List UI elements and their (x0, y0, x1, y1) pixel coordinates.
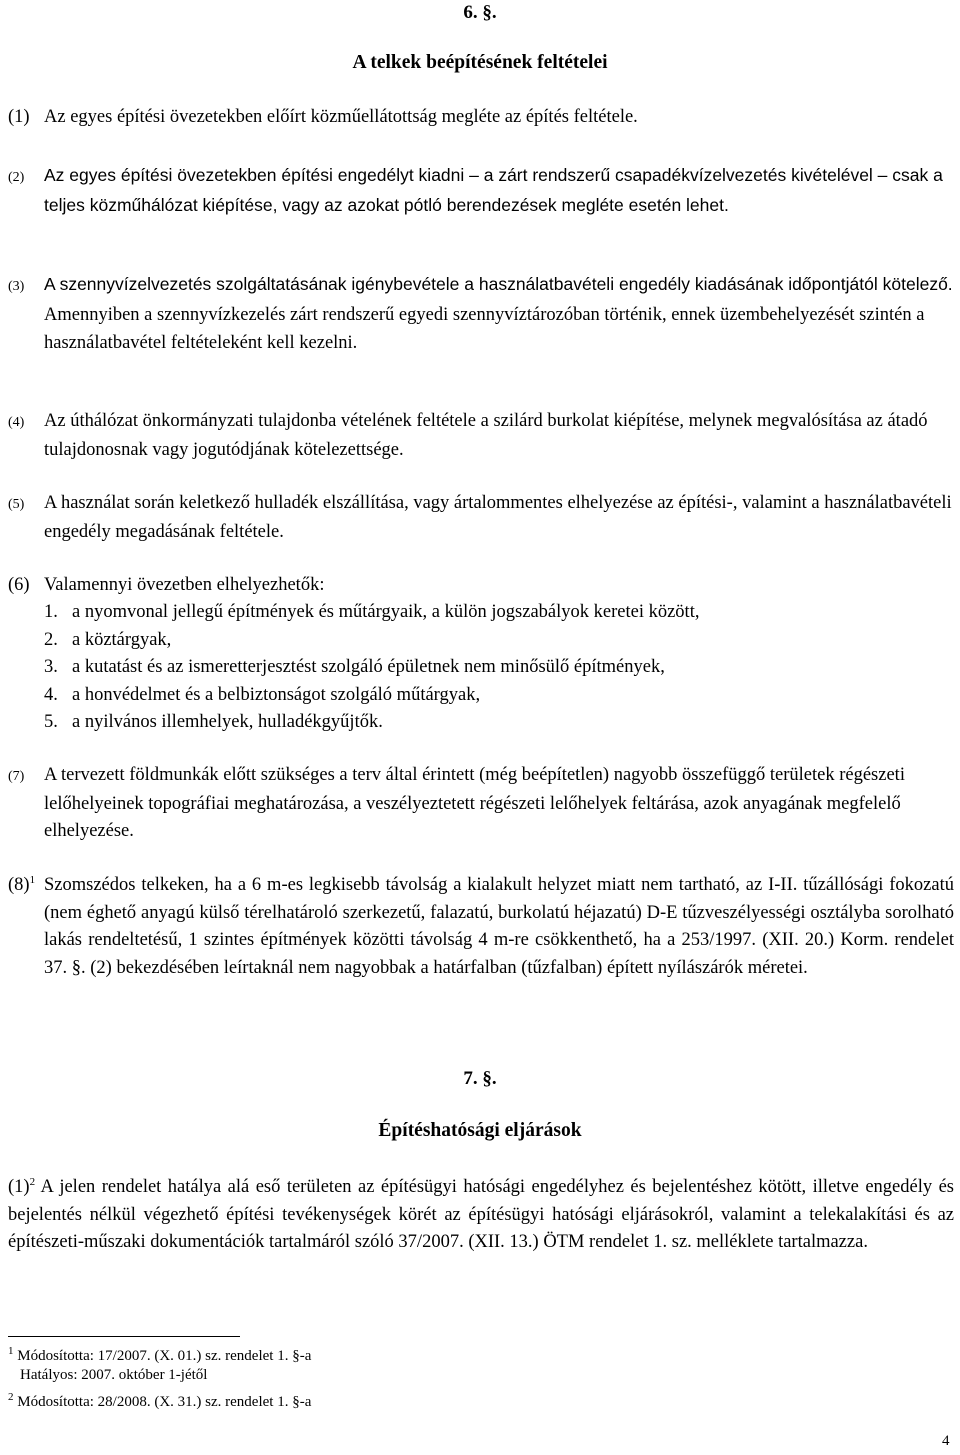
paragraph-text: Valamennyi övezetben elhelyezhetők: (44, 575, 325, 595)
paragraph-text: Az egyes építési övezetekben építési engedélyt kiadni – a zárt rendszerű csapadékvízelvezetés kivételével – csak a teljes közműhálózat kiépítése, vagy az azokat pótló berendezések megléte esetén lehet. (44, 165, 943, 215)
paragraph-text: Szomszédos telkeken, ha a 6 m-es legkisebb távolság a kialakult helyzet miatt nem tartható, az I-II. tűzállósági fokozatú (nem éghető anyagú külső térelhatároló szerkezetű, falazatú, burkolatú héjazatú) D-E tűzveszélyességi osztályba sorolható lakás rendeltetésű, 1 szintes építmények közötti távolság 4 m-re csökkenthető, ha a 253/1997. (XII. 20.) Korm. rendelet 37. §. (2) bekezdésében leírtaknál nem nagyobbak a határfalban (tűzfalban) épített nyílászárók méretei. (44, 875, 954, 978)
paragraph-text: A tervezett földmunkák előtt szükséges a terv által érintett (még beépítetlen) nagyobb összefüggő területek régészeti lelőhelyeinek topográfiai meghatározása, a veszélyeztetett régészeti lelőhelyek feltárása, azok anyagának megfelelő elhelyezése. (44, 765, 905, 841)
list-item (8, 654, 954, 682)
paragraph-6-1 (8, 104, 954, 132)
footnote-ref: 1 (29, 873, 36, 886)
paragraph-number: (4) (8, 415, 25, 430)
paragraph-7-1 (8, 1174, 954, 1257)
paragraph-text: Az úthálózat önkormányzati tulajdonba vételének feltétele a szilárd burkolat kiépítése, melynek megvalósítása az átadó tulajdonosnak vagy jogutódjának kötelezettsége. (44, 411, 928, 460)
list-item-text: a kutatást és az ismeretterjesztést szolgáló épületnek nem minősülő építmények, (72, 657, 665, 677)
list-item (8, 599, 954, 627)
paragraph-number: (5) (8, 497, 25, 512)
paragraph-number: (1) (8, 1177, 30, 1197)
paragraph-text: A szennyvízelvezetés szolgáltatásának igénybevétele a használatbavételi engedély kiadásának időpontjától kötelező. (44, 274, 953, 294)
section-7-number: 7. §. (463, 1068, 497, 1089)
paragraph-number: (2) (8, 170, 25, 185)
paragraph-6-8 (8, 872, 954, 982)
list-item-number: 5. (44, 712, 58, 732)
list-item-number: 3. (44, 657, 58, 677)
footnote-2 (8, 1393, 708, 1412)
list-item-number: 4. (44, 684, 58, 705)
paragraph-6-3 (8, 271, 954, 358)
footnote-text: Módosította: 17/2007. (X. 01.) sz. rendelet 1. §-a (17, 1348, 312, 1364)
section-6-number: 6. §. (463, 2, 497, 23)
paragraph-text: A használat során keletkező hulladék elszállítása, vagy ártalommentes elhelyezése az építési-, valamint a használatbavételi engedély megadásának feltétele. (44, 493, 952, 542)
page-number: 4 (942, 1433, 950, 1449)
footnote-ref: 2 (29, 1175, 36, 1188)
list-item (8, 627, 954, 655)
paragraph-number-label: (8) (8, 875, 30, 895)
paragraph-number: (1) (8, 107, 30, 127)
section-7-title: Építéshatósági eljárások (378, 1120, 582, 1141)
paragraph-6-6 (8, 572, 954, 600)
footnote-1 (8, 1347, 708, 1385)
section-6-title: A telkek beépítésének feltételei (352, 52, 608, 73)
list-item (8, 709, 954, 737)
list-item-text: a köztárgyak, (72, 629, 172, 650)
footnote-text-effective: Hatályos: 2007. október 1-jétől (20, 1367, 208, 1383)
paragraph-6-7 (8, 762, 954, 846)
footnote-separator (8, 1336, 240, 1337)
list-item-text: a nyomvonal jellegű építmények és műtárgyaik, a külön jogszabályok keretei között, (72, 602, 700, 622)
paragraph-number: (3) (8, 279, 25, 294)
paragraph-text: Az egyes építési övezetekben előírt közműellátottság megléte az építés feltétele. (44, 107, 638, 127)
footnote-marker: 1 (8, 1345, 14, 1357)
list-item-text: a honvédelmet és a belbiztonságot szolgáló műtárgyak, (72, 684, 481, 705)
paragraph-text-continued: Amennyiben a szennyvízkezelés zárt rendszerű egyedi szennyvíztározóban történik, ennek üzembehelyezését szintén a használatbavétel feltételeként kell kezelni. (44, 304, 925, 353)
list-item-number: 1. (44, 602, 58, 622)
paragraph-text: A jelen rendelet hatálya alá eső területen az építésügyi hatósági engedélyhez és bejelentéshez kötött, illetve engedély és bejelentés nélkül végezhető építési tevékenységek körét az építésügyi hatósági eljárásokról, valamint a telekalakítási és az építészeti-műszaki dokumentációk tartalmáról szóló 37/2007. (XII. 13.) ÖTM rendelet 1. sz. melléklete tartalmazza. (8, 1177, 954, 1252)
footnote-marker: 2 (8, 1391, 14, 1403)
list-item (8, 682, 954, 710)
paragraph-number: (6) (8, 575, 30, 595)
paragraph-6-2 (8, 162, 954, 219)
footnote-text: Módosította: 28/2008. (X. 31.) sz. rendelet 1. §-a (17, 1394, 312, 1410)
paragraph-number (8, 872, 44, 900)
allowed-structures-list (8, 599, 954, 737)
paragraph-6-4 (8, 408, 954, 464)
paragraph-6-5 (8, 490, 954, 546)
list-item-number: 2. (44, 629, 58, 650)
list-item-text: a nyilvános illemhelyek, hulladékgyűjtők. (72, 712, 383, 732)
paragraph-number: (7) (8, 769, 25, 784)
